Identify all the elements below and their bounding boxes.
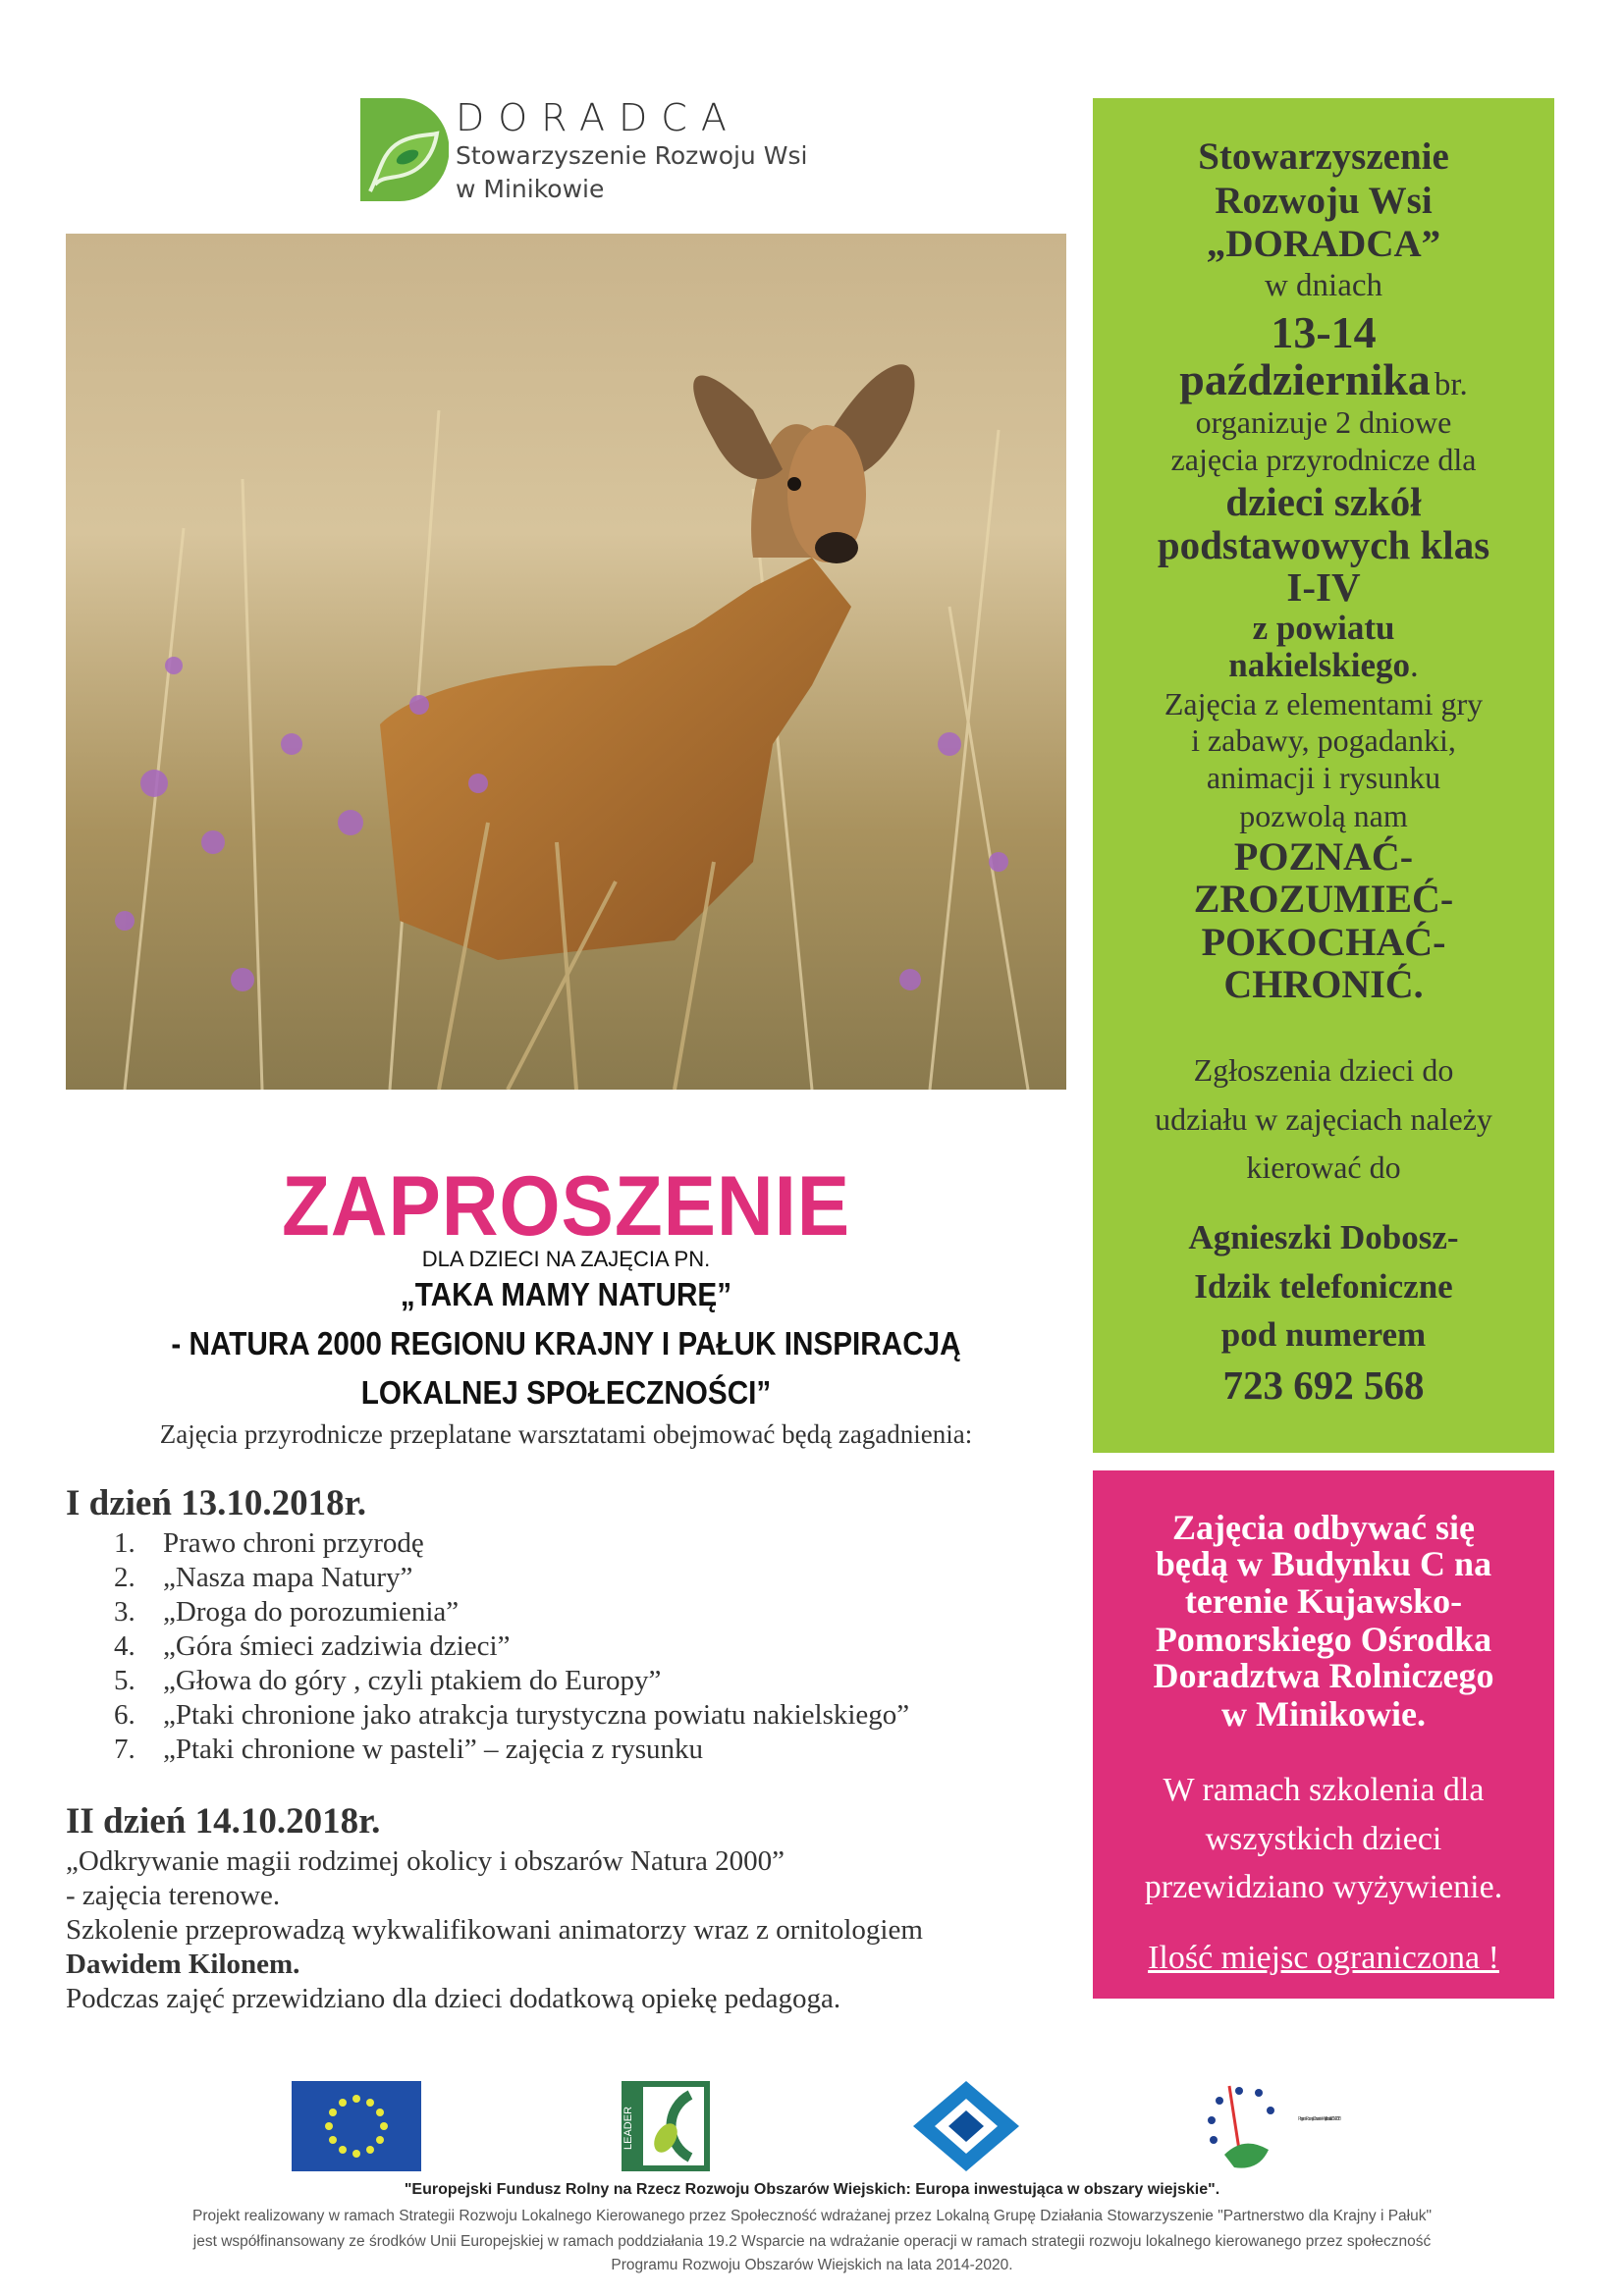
list-item bbox=[114, 1734, 703, 1766]
event-name-line3: LOKALNEJ SPOŁECZNOŚCI” bbox=[360, 1374, 772, 1411]
list-item bbox=[114, 1562, 412, 1594]
month-suffix: br. bbox=[1434, 367, 1468, 402]
doradca-leaf-logo-icon bbox=[360, 98, 449, 201]
logo-subtitle: Stowarzyszenie Rozwoju Wsi bbox=[456, 141, 808, 170]
green-box-line: pozwolą nam bbox=[1239, 798, 1408, 833]
green-box-line: w dniach bbox=[1264, 268, 1383, 303]
day2-text: Szkolenie przeprowadzą wykwalifikowani animatorzy wraz z ornitologiem bbox=[66, 1914, 923, 1946]
green-box-line: Stowarzyszenie bbox=[1198, 135, 1449, 178]
catering-line: wszystkich dzieci bbox=[1205, 1821, 1442, 1857]
footer-text: Projekt realizowany w ramach Strategii Rozwoju Lokalnego Kierowanego przez Społeczność wdrażanej przez Lokalną Grupę Działania Stowarzyszenie "Partnerstwo dla Krajny i Pałuk" bbox=[192, 2208, 1432, 2224]
roe-deer-photo bbox=[66, 234, 1066, 1090]
list-item bbox=[114, 1665, 661, 1697]
list-item bbox=[114, 1630, 510, 1663]
contact-name: Idzik telefoniczne bbox=[1194, 1267, 1453, 1306]
day1-heading: I dzień 13.10.2018r. bbox=[66, 1483, 366, 1523]
footer-slogan: "Europejski Fundusz Rolny na Rzecz Rozwoju Obszarów Wiejskich: Europa inwestująca w obszary wiejskie". bbox=[404, 2181, 1220, 2198]
list-number: 2. bbox=[114, 1562, 135, 1593]
green-box-line: kierować do bbox=[1246, 1149, 1401, 1185]
county-text: nakielskiego bbox=[1228, 646, 1410, 684]
leader-logo-text: LEADER bbox=[623, 2106, 634, 2150]
green-box-line: z powiatu bbox=[1252, 609, 1395, 647]
list-item bbox=[114, 1527, 424, 1560]
footer-text: Programu Rozwoju Obszarów Wiejskich na lata 2014-2020. bbox=[611, 2257, 1013, 2273]
venue-line: terenie Kujawsko- bbox=[1184, 1581, 1463, 1621]
invitation-subtitle: DLA DZIECI NA ZAJĘCIA PN. bbox=[421, 1247, 711, 1271]
green-box-line: i zabawy, pogadanki, bbox=[1191, 722, 1456, 758]
event-dates: 13-14 bbox=[1271, 307, 1377, 357]
list-number: 1. bbox=[114, 1527, 135, 1559]
green-box-line: organizuje 2 dniowe bbox=[1195, 404, 1452, 440]
event-name-line2: - NATURA 2000 REGIONU KRAJNY I PAŁUK INSPIRACJĄ bbox=[171, 1325, 961, 1362]
ornithologist-name: Dawidem Kilonem. bbox=[66, 1949, 300, 1980]
list-text: „Droga do porozumienia” bbox=[163, 1596, 460, 1628]
prow-logo-icon bbox=[1200, 2081, 1342, 2171]
logo-subtitle-location: w Minikowie bbox=[456, 175, 605, 203]
contact-phone: 723 692 568 bbox=[1222, 1362, 1425, 1408]
green-box-line: udziału w zajęciach należy bbox=[1155, 1101, 1492, 1137]
green-box-line: Rozwoju Wsi bbox=[1215, 180, 1433, 222]
month-text: października bbox=[1179, 354, 1431, 404]
day2-text: Podczas zajęć przewidziano dla dzieci dodatkową opiekę pedagoga. bbox=[66, 1983, 841, 2014]
catering-line: przewidziano wyżywienie. bbox=[1144, 1869, 1503, 1905]
leader-logo-icon bbox=[622, 2081, 710, 2171]
motto-line: POKOCHAĆ- bbox=[1201, 920, 1446, 964]
green-box-line: Zajęcia z elementami gry bbox=[1164, 686, 1484, 721]
green-box-line: „DORADCA” bbox=[1206, 223, 1441, 265]
list-text: „Ptaki chronione jako atrakcja turystyczna powiatu nakielskiego” bbox=[163, 1699, 910, 1731]
list-number: 4. bbox=[114, 1630, 135, 1662]
footer-text: jest współfinansowany ze środków Unii Europejskiej w ramach poddziałania 19.2 Wsparcie na wdrażanie operacji w ramach strategii rozwoju lokalnego kierowanego przez społeczność bbox=[192, 2233, 1432, 2250]
day2-text: - zajęcia terenowe. bbox=[66, 1880, 281, 1911]
motto-line: POZNAĆ- bbox=[1233, 834, 1414, 879]
list-number: 7. bbox=[114, 1734, 135, 1765]
list-text: „Głowa do góry , czyli ptakiem do Europy” bbox=[163, 1665, 662, 1696]
list-number: 5. bbox=[114, 1665, 135, 1696]
green-box-line: I-IV bbox=[1286, 564, 1361, 610]
motto-line: ZROZUMIEĆ- bbox=[1193, 877, 1454, 921]
venue-line: Pomorskiego Ośrodka bbox=[1155, 1620, 1492, 1659]
green-box-line: podstawowych klas bbox=[1157, 522, 1490, 567]
catering-line: W ramach szkolenia dla bbox=[1163, 1772, 1485, 1808]
eu-flag-logo-icon bbox=[292, 2081, 421, 2171]
list-item bbox=[114, 1596, 459, 1629]
contact-name: Agnieszki Dobosz- bbox=[1188, 1218, 1459, 1256]
logo-title: DORADCA bbox=[456, 96, 740, 139]
intro-text: Zajęcia przyrodnicze przeplatane warsztatami obejmować będą zagadnienia: bbox=[159, 1419, 973, 1449]
venue-line: Doradztwa Rolniczego bbox=[1153, 1656, 1494, 1695]
venue-line: Zajęcia odbywać się bbox=[1172, 1508, 1475, 1547]
limited-places-notice: Ilość miejsc ograniczona ! bbox=[1148, 1940, 1499, 1976]
list-text: „Nasza mapa Natury” bbox=[163, 1562, 413, 1593]
list-number: 6. bbox=[114, 1699, 135, 1731]
list-item bbox=[114, 1699, 909, 1732]
green-box-line: dzieci szkół bbox=[1225, 479, 1422, 524]
venue-line: będą w Budynku C na bbox=[1155, 1544, 1492, 1583]
day2-heading: II dzień 14.10.2018r. bbox=[66, 1801, 381, 1842]
period: . bbox=[1410, 646, 1419, 684]
contact-label: pod numerem bbox=[1220, 1315, 1427, 1354]
green-box-line: zajęcia przyrodnicze dla bbox=[1170, 442, 1477, 477]
invitation-title: ZAPROSZENIE bbox=[281, 1159, 851, 1254]
list-text: „Ptaki chronione w pasteli” – zajęcia z rysunku bbox=[163, 1734, 703, 1765]
event-name: „TAKA MAMY NATURĘ” bbox=[400, 1276, 732, 1312]
day2-text: „Odkrywanie magii rodzimej okolicy i obszarów Natura 2000” bbox=[66, 1845, 785, 1877]
green-box-line: Zgłoszenia dzieci do bbox=[1193, 1052, 1454, 1088]
green-box-line: animacji i rysunku bbox=[1206, 760, 1441, 795]
list-text: Prawo chroni przyrodę bbox=[163, 1527, 424, 1559]
prow-logo-text: Program Rozwoju Obszarów Wiejskich na lata 2014-2020 bbox=[1298, 2116, 1341, 2122]
venue-line: w Minikowie. bbox=[1220, 1694, 1426, 1734]
list-number: 3. bbox=[114, 1596, 135, 1628]
motto-line: CHRONIĆ. bbox=[1223, 962, 1424, 1006]
list-text: „Góra śmieci zadziwia dzieci” bbox=[163, 1630, 511, 1662]
lgd-diamond-logo-icon bbox=[913, 2081, 1019, 2171]
